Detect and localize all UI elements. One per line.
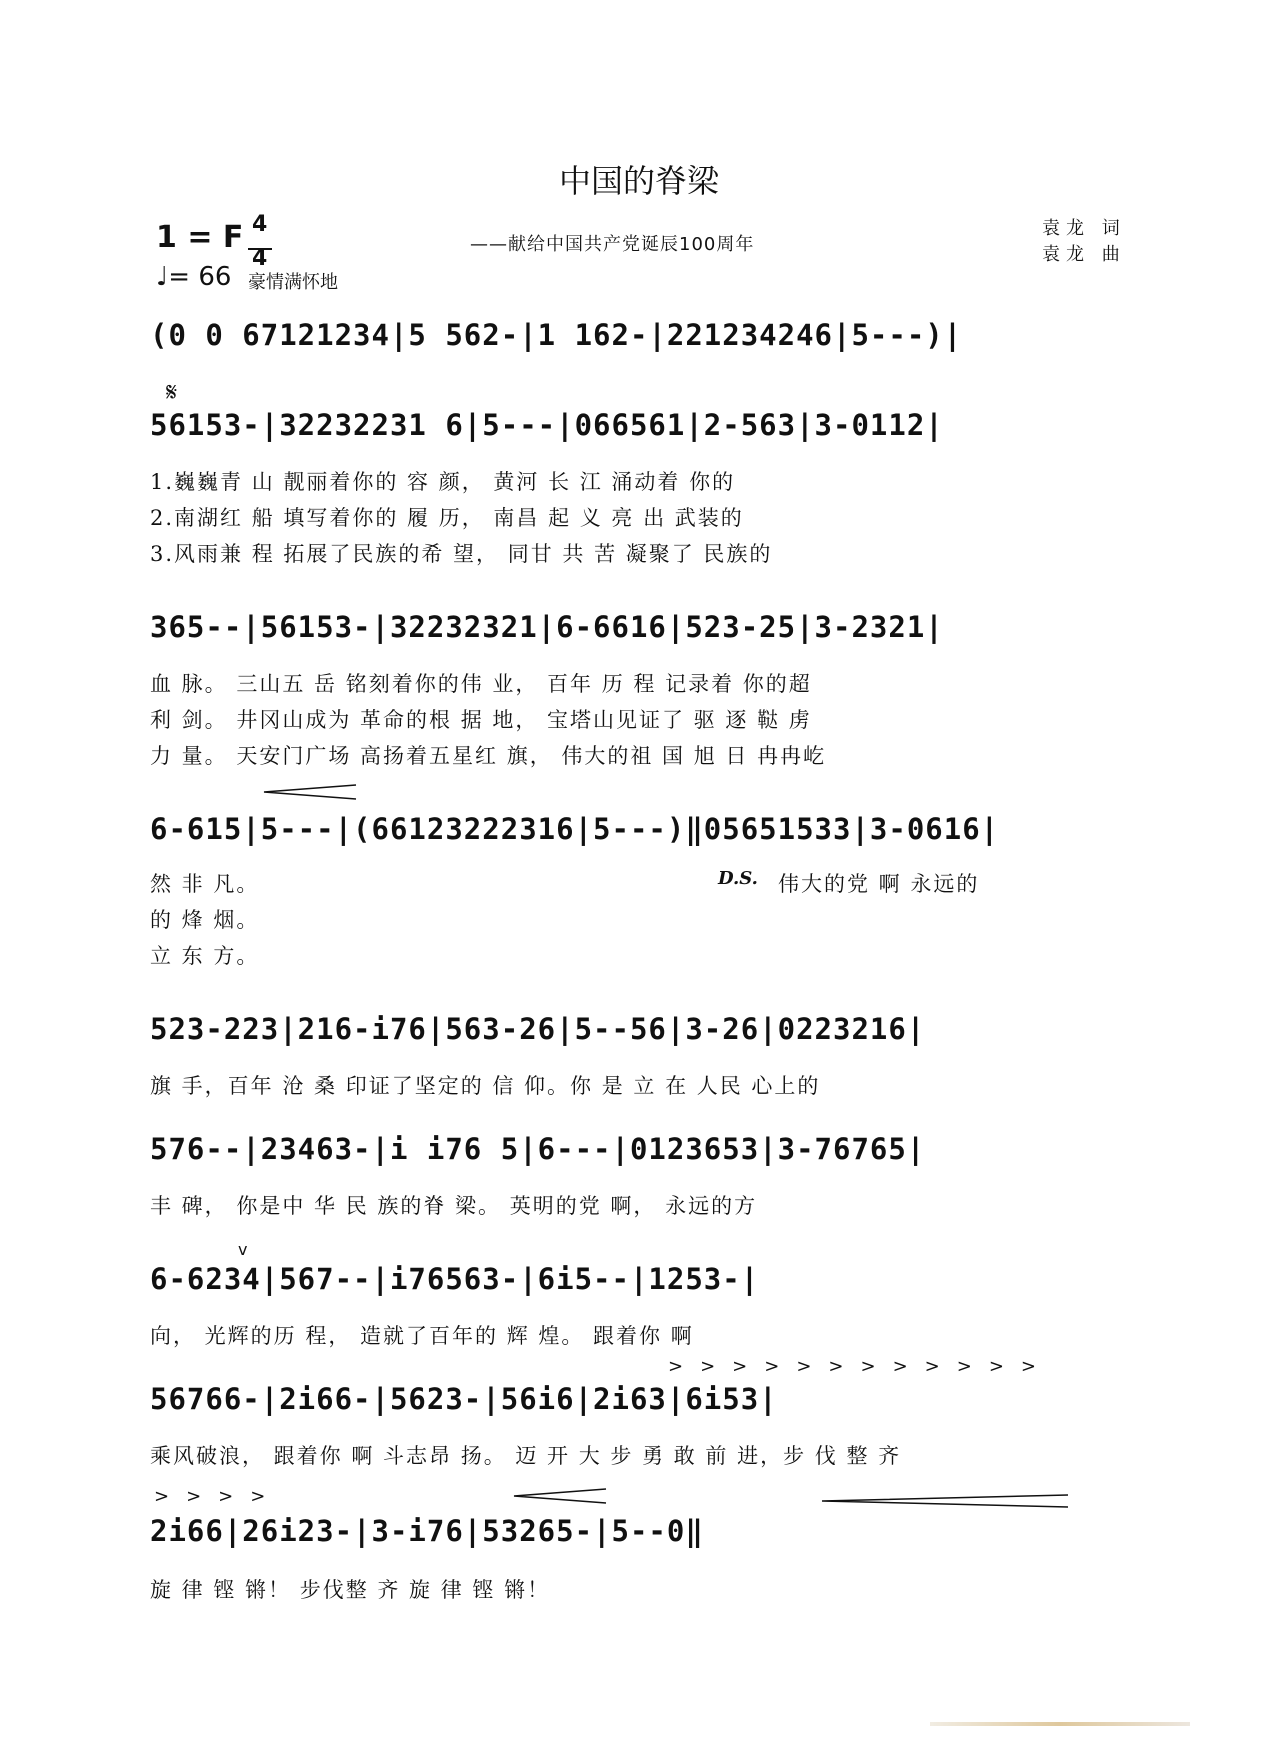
notation-row-4: 6-615|5---|(66123222316|5---)‖05651533|3-0616| — [150, 812, 1000, 846]
accent-marks-icon: >>>>>>>>>>>> — [668, 1356, 1053, 1377]
lyric-verse-1: 1.巍巍青 山 靓丽着你的 容 颜， 黄河 长 江 涌动着 你的 — [150, 470, 736, 494]
lyric-verse-3: 3.风雨兼 程 拓展了民族的希 望， 同甘 共 苦 凝聚了 民族的 — [150, 542, 773, 566]
lyric-line: 丰 碑， 你是中 华 民 族的脊 梁。 英明的党 啊， 永远的方 — [150, 1194, 758, 1218]
time-signature-top: 4 — [252, 212, 268, 237]
notation-row-2: 56153-|32232231 6|5---|066561|2-563|3-0112| — [150, 408, 944, 442]
notation-row-6: 576--|23463-|i i76 5|6---|0123653|3-76765| — [150, 1132, 926, 1166]
composer-credit: 袁龙 曲 — [1042, 244, 1126, 265]
lyricist-credit: 袁龙 词 — [1042, 218, 1126, 239]
time-signature-bottom: 4 — [252, 246, 268, 271]
lyric-verse-2: 利 剑。 井冈山成为 革命的根 据 地， 宝塔山见证了 驱 逐 鞑 虏 — [150, 708, 812, 732]
lyric-line: 旋 律 铿 锵！ 步伐整 齐 旋 律 铿 锵！ — [150, 1578, 551, 1602]
lyric-verse-3: 立 东 方。 — [150, 944, 260, 968]
lyric-line: 乘风破浪， 跟着你 啊 斗志昂 扬。 迈 开 大 步 勇 敢 前 进，步 伐 整 齐 — [150, 1444, 902, 1468]
lyric-verse-1: 血 脉。 三山五 岳 铭刻着你的伟 业， 百年 历 程 记录着 你的超 — [150, 672, 812, 696]
quarter-note-icon: ♩ — [156, 262, 169, 292]
dal-segno-marking: D.S. — [718, 868, 758, 889]
song-title: 中国的脊梁 — [558, 162, 719, 200]
segno-icon: 𝄋 — [166, 378, 178, 408]
notation-row-3: 365--|56153-|32232321|6-6616|523-25|3-2321| — [150, 610, 944, 644]
crescendo-hairpin-icon — [262, 784, 358, 800]
crescendo-hairpin-icon — [820, 1494, 1070, 1508]
notation-row-intro: (0 0 67121234|5 562-|1 162-|221234246|5---)| — [150, 318, 963, 352]
notation-row-5: 523-223|216-i76|563-26|5--56|3-26|0223216| — [150, 1012, 926, 1046]
notation-row-7: 6-6234|567--|i76563-|6i5--|1253-| — [150, 1262, 760, 1296]
lyric-line: 向， 光辉的历 程， 造就了百年的 辉 煌。 跟着你 啊 — [150, 1324, 694, 1348]
expression-marking: 豪情满怀地 — [248, 272, 338, 293]
tempo-value: = 66 — [168, 262, 232, 292]
accent-marks-icon: >>>> — [154, 1486, 283, 1507]
lyric-verse-2: 2.南湖红 船 填写着你的 履 历， 南昌 起 义 亮 出 武装的 — [150, 506, 744, 530]
dedication-subtitle: ——献给中国共产党诞辰100周年 — [470, 234, 755, 255]
lyric-verse-2: 的 烽 烟。 — [150, 908, 260, 932]
lyric-line: 旗 手，百年 沧 桑 印证了坚定的 信 仰。你 是 立 在 人民 心上的 — [150, 1074, 821, 1098]
lyric-verse-1: 然 非 凡。 — [150, 872, 260, 896]
key-signature: 1 = F — [156, 220, 244, 255]
tempo-marking — [156, 262, 231, 292]
lyric-verse-3: 力 量。 天安门广场 高扬着五星红 旗， 伟大的祖 国 旭 日 冉冉屹 — [150, 744, 827, 768]
watermark-strip — [930, 1722, 1190, 1726]
notation-row-8: 56766-|2i66-|5623-|56i6|2i63|6i53| — [150, 1382, 778, 1416]
crescendo-hairpin-icon — [512, 1488, 608, 1504]
lyric-ds-line: 伟大的党 啊 永远的 — [778, 872, 980, 896]
breath-mark-icon: v — [238, 1240, 248, 1259]
notation-row-9: 2i66|26i23-|3-i76|53265-|5--0‖ — [150, 1514, 704, 1548]
